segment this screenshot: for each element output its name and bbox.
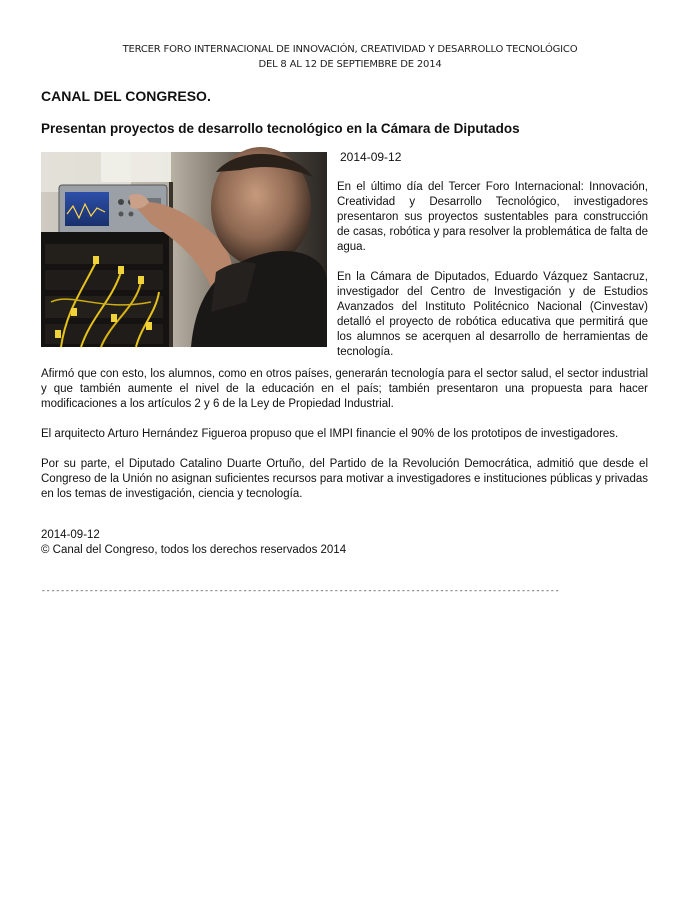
- document-header: [0, 42, 700, 72]
- header-line-1: TERCER FORO INTERNACIONAL DE INNOVACIÓN, CREATIVIDAD Y DESARROLLO TECNOLÓGICO: [122, 44, 578, 55]
- article-footer: [41, 528, 648, 558]
- article-photo: [41, 152, 327, 347]
- article-date: 2014-09-12: [340, 150, 402, 164]
- paragraph-3: Afirmó que con esto, los alumnos, como en otros países, generarán tecnología para el sector salud, el sector industrial y que también aumente el nivel de la educación en el país; también presentaron una propuesta para hacer modificaciones a los artículos 2 y 6 de la Ley de Propiedad Industrial.: [41, 368, 648, 410]
- separator-line: ------------------------------------------------------------------------------------------------------------: [41, 587, 560, 596]
- paragraph-4: El arquitecto Arturo Hernández Figueroa propuso que el IMPI financie el 90% de los prototipos de investigadores.: [41, 428, 619, 440]
- article-source: CANAL DEL CONGRESO.: [41, 88, 211, 104]
- paragraph-1: En el último día del Tercer Foro Internacional: Innovación, Creatividad y Desarrollo Tecnológico, investigadores presentaron sus proyectos sustentables para construcción de casas, robótica y para resolver la problemática de falta de agua.: [337, 181, 648, 253]
- copyright-notice: © Canal del Congreso, todos los derechos reservados 2014: [41, 544, 347, 556]
- footer-date: 2014-09-12: [41, 529, 100, 541]
- article-title: Presentan proyectos de desarrollo tecnológico en la Cámara de Diputados: [41, 121, 520, 136]
- paragraph-2: En la Cámara de Diputados, Eduardo Vázquez Santacruz, investigador del Centro de Investigación y de Estudios Avanzados del Instituto Politécnico Nacional (Cinvestav) detalló el proyecto de robótica educativa que permitirá que los alumnos se acerquen al desarrollo de herramientas de tecnología.: [337, 271, 648, 358]
- side-column-text: [337, 180, 648, 375]
- paragraph-5: Por su parte, el Diputado Catalino Duarte Ortuño, del Partido de la Revolución Democrática, admitió que desde el Congreso de la Unión no asignan suficientes recursos para motivar a investigadores e instituciones públicas y privadas en los temas de investigación, ciencia y tecnología.: [41, 458, 648, 500]
- article-body: [41, 367, 648, 517]
- photo-illustration: [41, 152, 327, 347]
- header-line-2: DEL 8 AL 12 DE SEPTIEMBRE DE 2014: [258, 59, 442, 70]
